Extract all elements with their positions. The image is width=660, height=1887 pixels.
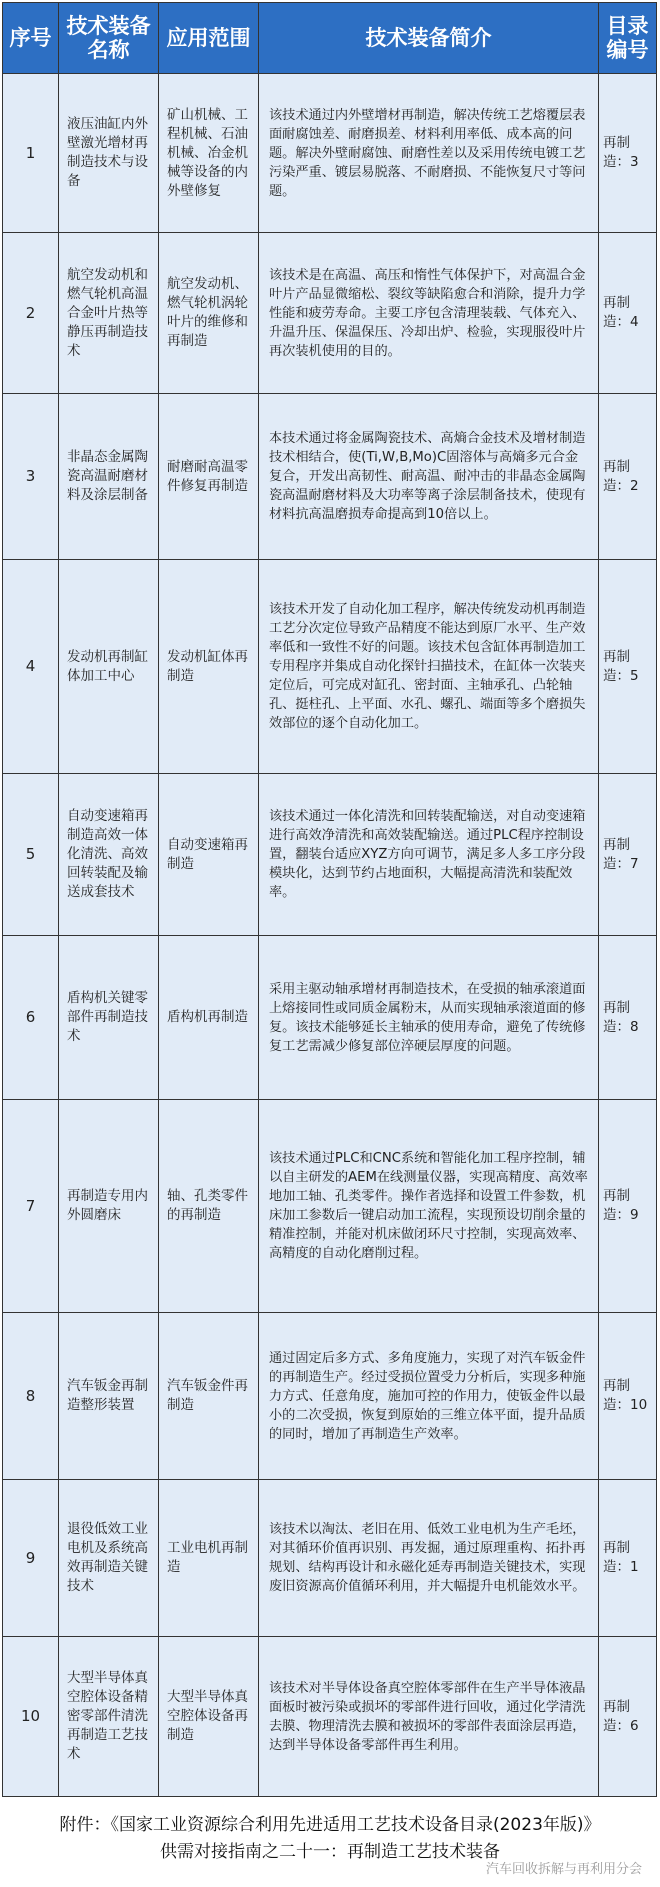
table-row [3,774,657,936]
cell-desc: 该技术通过PLC和CNC系统和智能化加工程序控制，辅以自主研发的AEM在线测量仪器，实现高精度、高效率地加工轴、孔类零件。操作者选择和设置工件参数，机床加工参数后一键启动加工流程，实现预设切削余量的精准控制，并能对机床做闭环尺寸控制，实现高效率、高精度的自动化磨削过程。 [259,1100,599,1313]
cell-name: 发动机再制缸体加工中心 [59,560,159,774]
cell-code: 再制造：3 [599,74,657,233]
cell-scope: 自动变速箱再制造 [159,774,259,936]
cell-name: 再制造专用内外圆磨床 [59,1100,159,1313]
cell-desc: 该技术对半导体设备真空腔体零部件在生产半导体液晶面板时被污染或损坏的零部件进行回收，通过化学清洗去膜、物理清洗去膜和被损坏的零部件表面涂层再造，达到半导体设备零部件再生利用。 [259,1637,599,1797]
cell-code: 再制造：8 [599,936,657,1100]
cell-scope: 耐磨耐高温零件修复再制造 [159,394,259,560]
cell-scope: 盾构机再制造 [159,936,259,1100]
cell-scope: 矿山机械、工程机械、石油机械、冶金机械等设备的内外壁修复 [159,74,259,233]
cell-scope: 轴、孔类零件的再制造 [159,1100,259,1313]
header-desc: 技术装备简介 [259,3,599,74]
header-name: 技术装备名称 [59,3,159,74]
cell-name: 航空发动机和燃气轮机高温合金叶片热等静压再制造技术 [59,233,159,394]
footer-line-2: 供需对接指南之二十一：再制造工艺技术装备 [160,1842,500,1862]
header-seq: 序号 [3,3,59,74]
watermark: 汽车回收拆解与再利用分会 [485,1862,642,1877]
table-row [3,74,657,233]
cell-seq: 5 [3,774,59,936]
cell-code: 再制造：4 [599,233,657,394]
cell-desc: 该技术以淘汰、老旧在用、低效工业电机为生产毛坯，对其循环价值再识别、再发掘，通过原理重构、拓扑再规划、结构再设计和永磁化延寿再制造关键技术，实现废旧资源高价值循环利用，并大幅提升电机能效水平。 [259,1480,599,1637]
cell-name: 退役低效工业电机及系统高效再制造关键技术 [59,1480,159,1637]
cell-name: 自动变速箱再制造高效一体化清洗、高效回转装配及输送成套技术 [59,774,159,936]
cell-desc: 该技术通过一体化清洗和回转装配输送，对自动变速箱进行高效净清洗和高效装配输送。通过PLC程序控制设置，翻装台适应XYZ方向可调节，满足多人多工序分段模块化，达到节约占地面积，大幅提高清洗和装配效率。 [259,774,599,936]
table-header-row [3,3,657,74]
cell-seq: 10 [3,1637,59,1797]
table-row [3,1637,657,1797]
cell-code: 再制造：10 [599,1313,657,1480]
cell-seq: 2 [3,233,59,394]
cell-name: 液压油缸内外壁激光增材再制造技术与设备 [59,74,159,233]
cell-scope: 大型半导体真空腔体设备再制造 [159,1637,259,1797]
table-row [3,1100,657,1313]
cell-desc: 该技术通过内外壁增材再制造，解决传统工艺熔覆层表面耐腐蚀差、耐磨损差、材料利用率低、成本高的问题。解决外壁耐腐蚀、耐磨性差以及采用传统电镀工艺污染严重、镀层易脱落、不耐磨损、不能恢复尺寸等问题。 [259,74,599,233]
cell-seq: 6 [3,936,59,1100]
cell-desc: 该技术是在高温、高压和惰性气体保护下，对高温合金叶片产品显微缩松、裂纹等缺陷愈合和消除，提升力学性能和疲劳寿命。主要工序包含清理装载、气体充入、升温升压、保温保压、冷却出炉、检验，实现服役叶片再次装机使用的目的。 [259,233,599,394]
cell-seq: 1 [3,74,59,233]
cell-desc: 通过固定后多方式、多角度施力，实现了对汽车钣金件的再制造生产。经过受损位置受力分析后，实现多种施力方式、任意角度，施加可控的作用力，使钣金件以最小的二次受损，恢复到原始的三维立体平面，提升品质的同时，增加了再制造生产效率。 [259,1313,599,1480]
cell-desc: 本技术通过将金属陶瓷技术、高熵合金技术及增材制造技术相结合，使(Ti,W,B,Mo)C固溶体与高熵多元合金复合，开发出高韧性、耐高温、耐冲击的非晶态金属陶瓷高温耐磨材料及大功率等离子涂层制备技术，使现有材料抗高温磨损寿命提高到10倍以上。 [259,394,599,560]
cell-seq: 8 [3,1313,59,1480]
cell-scope: 航空发动机、燃气轮机涡轮叶片的维修和再制造 [159,233,259,394]
table-row [3,560,657,774]
cell-scope: 工业电机再制造 [159,1480,259,1637]
cell-desc: 该技术开发了自动化加工程序，解决传统发动机再制造工艺分次定位导致产品精度不能达到原厂水平、生产效率低和一致性不好的问题。该技术包含缸体再制造加工专用程序并集成自动化探针扫描技术，在缸体一次装夹定位后，可完成对缸孔、密封面、主轴承孔、凸轮轴孔、挺柱孔、上平面、水孔、螺孔、端面等多个磨损失效部位的逐个自动化加工。 [259,560,599,774]
equipment-table [2,2,657,1797]
header-code: 目录编号 [599,3,657,74]
cell-code: 再制造：1 [599,1480,657,1637]
table-row [3,394,657,560]
cell-code: 再制造：7 [599,774,657,936]
header-scope: 应用范围 [159,3,259,74]
cell-name: 大型半导体真空腔体设备精密零部件清洗再制造工艺技术 [59,1637,159,1797]
cell-seq: 9 [3,1480,59,1637]
cell-code: 再制造：9 [599,1100,657,1313]
cell-name: 盾构机关键零部件再制造技术 [59,936,159,1100]
table-row [3,936,657,1100]
cell-desc: 采用主驱动轴承增材再制造技术，在受损的轴承滚道面上熔接同性或同质金属粉末，从而实现轴承滚道面的修复。该技术能够延长主轴承的使用寿命，避免了传统修复工艺需减少修复部位淬硬层厚度的问题。 [259,936,599,1100]
cell-seq: 7 [3,1100,59,1313]
cell-seq: 4 [3,560,59,774]
table-row [3,1480,657,1637]
cell-seq: 3 [3,394,59,560]
table-row [3,1313,657,1480]
table-row [3,233,657,394]
cell-code: 再制造：5 [599,560,657,774]
cell-name: 非晶态金属陶瓷高温耐磨材料及涂层制备 [59,394,159,560]
cell-name: 汽车钣金再制造整形装置 [59,1313,159,1480]
cell-scope: 发动机缸体再制造 [159,560,259,774]
footer-line-1: 附件：《国家工业资源综合利用先进适用工艺技术设备目录(2023年版)》 [59,1815,601,1835]
cell-code: 再制造：2 [599,394,657,560]
cell-code: 再制造：6 [599,1637,657,1797]
cell-scope: 汽车钣金件再制造 [159,1313,259,1480]
